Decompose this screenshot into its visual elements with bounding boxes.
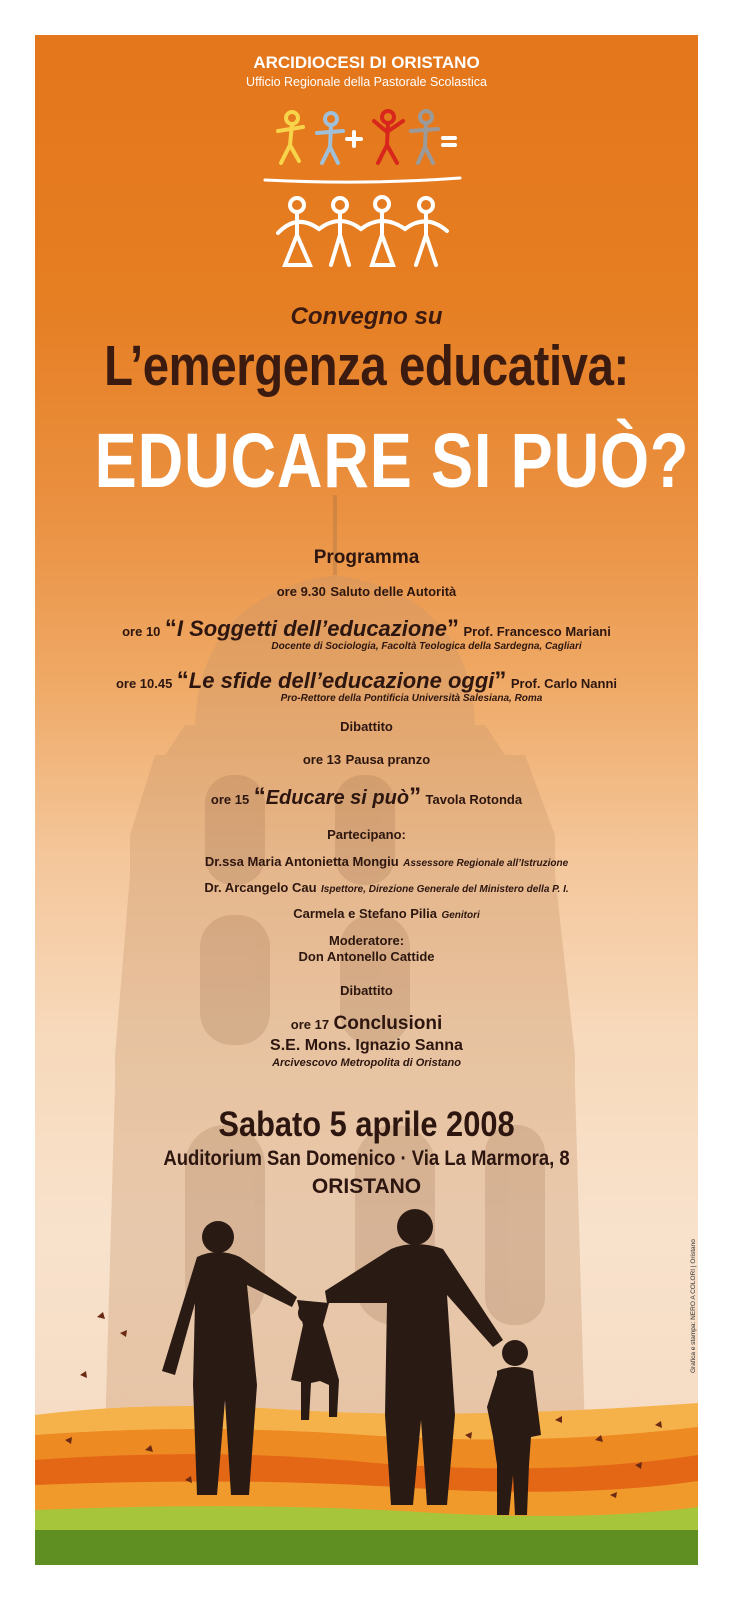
participant-name: Dr.ssa Maria Antonietta Mongiu [204,854,399,869]
moderator-heading: Moderatore: [328,933,405,948]
item-time: ore 10 [122,624,161,639]
title-line-2: EDUCARE SI PUÒ? [94,418,690,504]
item-text: Pausa pranzo [345,752,431,767]
talk-title: Le sfide dell’educazione oggi [188,668,495,693]
speaker-name: Prof. Francesco Mariani [463,624,611,639]
participant-name: Dr. Arcangelo Cau [204,880,317,895]
program-item-5 [35,783,698,811]
item-text: Tavola Rotonda [425,792,523,807]
participant-role: Genitori [441,910,480,921]
participant-2 [35,905,698,923]
speaker-role: Docente di Sociologia, Facoltà Teologica della Sardegna, Cagliari [271,641,582,652]
item-time: ore 9.30 [276,584,326,599]
close-quote: ” [494,667,507,694]
poster [35,35,698,1565]
event-date: Sabato 5 aprile 2008 [218,1105,515,1144]
item-text: Saluto delle Autorità [330,584,457,599]
item-time: ore 10.45 [115,676,173,691]
participant-name: Carmela e Stefano Pilia [293,906,437,921]
talk-title: Educare si può [265,787,410,809]
speaker-name: Prof. Carlo Nanni [510,676,618,691]
participant-1 [35,879,698,897]
speaker-role: Pro-Rettore della Pontificia Università Salesiana, Roma [280,693,543,704]
event-venue: Auditorium San Domenico · Via La Marmora, 8 [163,1147,570,1170]
open-quote: “ [164,615,177,642]
debate-label: Dibattito [340,983,393,998]
program-item-3: Dibattito [340,719,393,734]
participants-heading: Partecipano: [327,827,406,842]
people-sum-logo-icon [35,105,698,285]
item-time: ore 13 [302,752,342,767]
conclusion-time: ore 17 [290,1017,330,1032]
open-quote: “ [176,667,189,694]
event-city: ORISTANO [311,1175,422,1198]
program-item-0 [35,583,698,601]
org-name: ARCIDIOCESI DI ORISTANO [253,53,480,72]
program-item-1 [35,615,698,643]
conclusion-line [35,1013,698,1035]
conclusion-label: Conclusioni [333,1013,443,1034]
open-quote: “ [253,783,266,810]
program-item-2 [35,667,698,695]
participant-role: Ispettore, Direzione Generale del Ministero della P. I. [321,884,569,895]
conclusion-speaker: S.E. Mons. Ignazio Sanna [270,1037,463,1054]
program-heading: Programma [313,547,420,568]
participant-role: Assessore Regionale all’Istruzione [403,858,569,869]
office-name: Ufficio Regionale della Pastorale Scolastica [246,75,487,89]
item-time: ore 15 [210,792,250,807]
participant-0 [35,853,698,871]
title-line-1: L’emergenza educativa: [104,334,629,398]
print-credit: Grafica e stampa: NERO A COLORI | Oristano [690,1239,697,1373]
conference-intro: Convegno su [290,303,443,330]
program-item-4 [35,751,698,769]
talk-title: I Soggetti dell’educazione [176,616,448,641]
close-quote: ” [409,783,422,810]
family-silhouette-image [35,1185,698,1565]
conclusion-role: Arcivescovo Metropolita di Oristano [272,1057,461,1069]
moderator-name: Don Antonello Cattide [298,949,435,964]
close-quote: ” [447,615,460,642]
